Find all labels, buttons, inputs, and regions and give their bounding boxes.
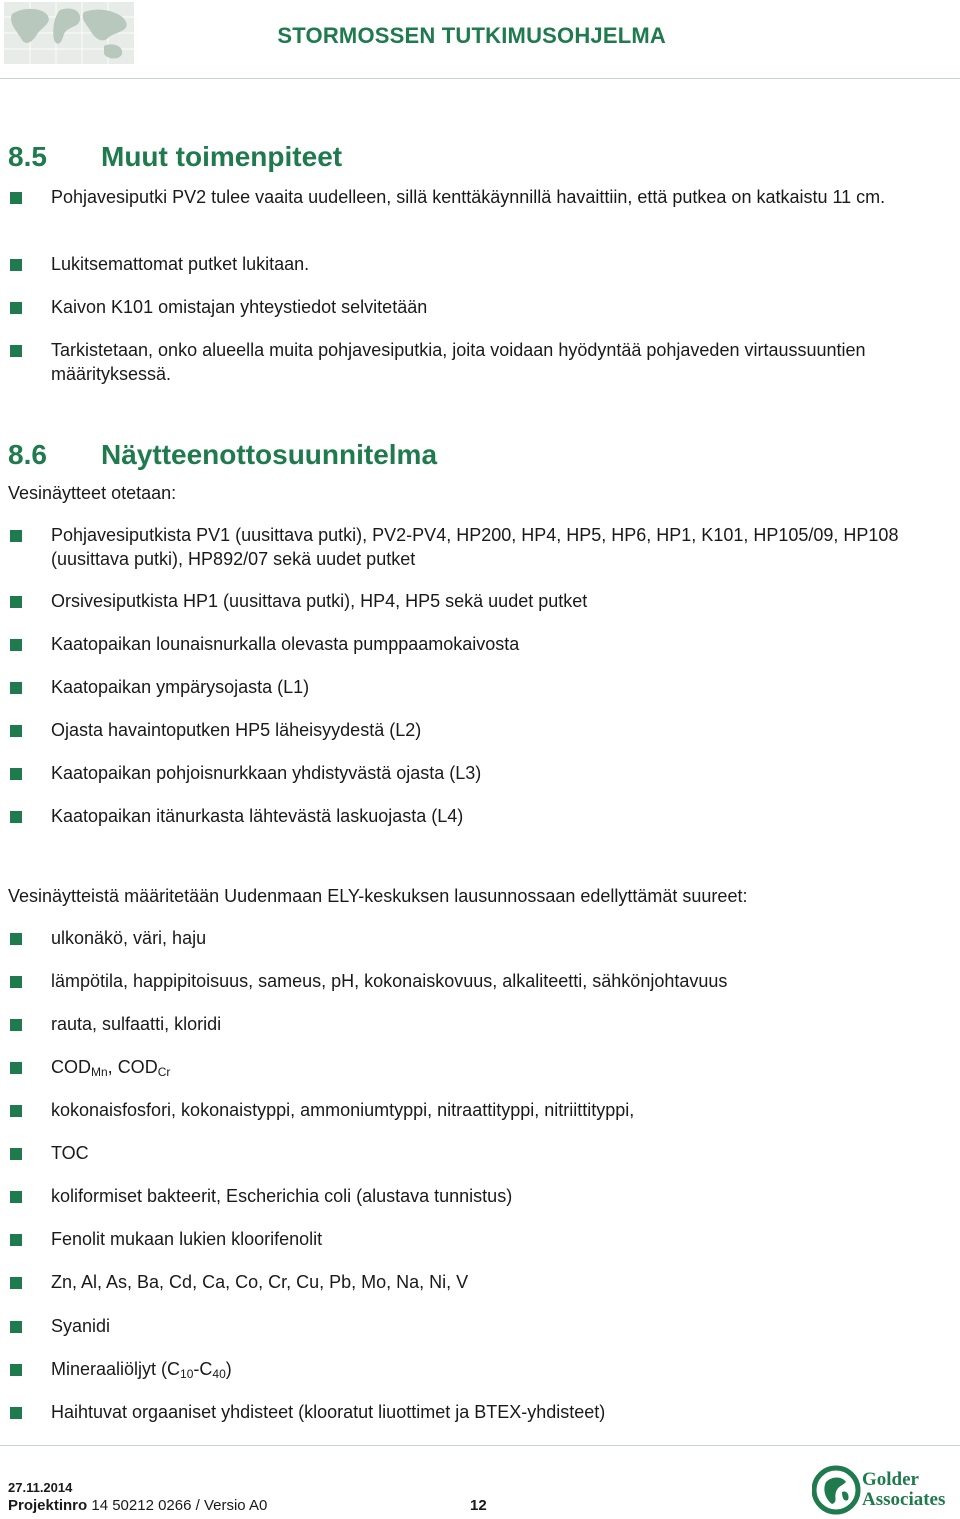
section-title: Muut toimenpiteet [101,141,343,172]
bullet-square-icon [10,1148,22,1160]
bullet-square-icon [10,345,22,357]
bullet-square-icon [10,1105,22,1117]
section-number: 8.6 [8,439,47,470]
page-header [0,0,960,70]
header-divider [0,78,960,79]
bullet-square-icon [10,725,22,737]
bullet-square-icon [10,811,22,823]
bullet-square-icon [10,1234,22,1246]
intro-text: Vesinäytteet otetaan: [8,483,177,503]
company-name: Golder Associates [862,1469,946,1510]
bullet-square-icon [10,1019,22,1031]
bullet-square-icon [10,192,22,204]
bullet-square-icon [10,1277,22,1289]
footer-date: 27.11.2014 [8,1480,73,1495]
bullet-square-icon [10,596,22,608]
footer-divider [0,1445,960,1446]
bullet-square-icon [10,682,22,694]
section-heading-8-6 [8,439,437,471]
project-label: Projektinro [8,1497,88,1514]
bullet-square-icon [10,530,22,542]
page-number: 12 [470,1497,487,1514]
bullet-square-icon [10,976,22,988]
intro-text: Vesinäytteistä määritetään Uudenmaan ELY-keskuksen lausunnossaan edellyttämät suureet: [8,886,748,906]
bullet-square-icon [10,1364,22,1376]
section-heading-8-5 [8,141,342,173]
bullet-square-icon [10,933,22,945]
cod-text: $COD_{Mn}$, $COD_{Cr}$ [51,1057,171,1079]
bullet-square-icon [10,1321,22,1333]
project-value: 14 50212 0266 / Versio A0 [91,1497,268,1514]
section-number: 8.5 [8,141,47,172]
footer-project [8,1497,267,1514]
bullet-square-icon [10,302,22,314]
bullet-square-icon [10,1407,22,1419]
section-title: Näytteenottosuunnitelma [101,439,438,470]
mineral-oil-text: Mineraaliöljyt $(C_{10}-C_{40})$ [51,1359,232,1381]
bullet-square-icon [10,768,22,780]
document-title: STORMOSSEN TUTKIMUSOHJELMA [277,23,666,48]
world-map-logo-icon [4,2,134,64]
bullet-square-icon [10,639,22,651]
bullet-square-icon [10,259,22,271]
bullet-square-icon [10,1062,22,1074]
bullet-square-icon [10,1191,22,1203]
